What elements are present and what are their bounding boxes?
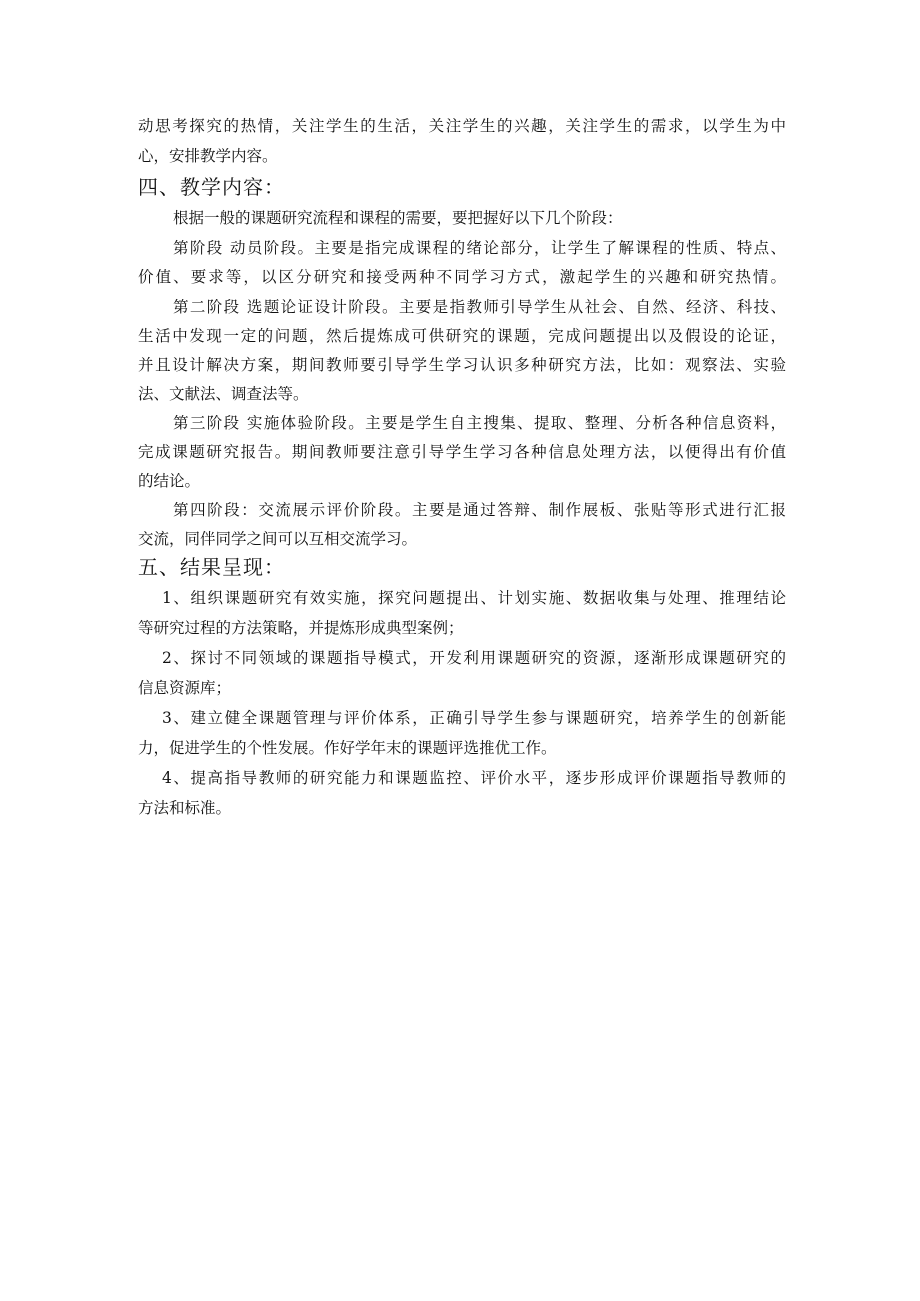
intro-line-1: 动思考探究的热情，关注学生的生活，关注学生的兴趣，关注学生的需求，以学生为中 [138, 117, 786, 135]
stage-1-line-2: 价值、要求等，以区分研究和接受两种不同学习方式，激起学生的兴趣和研究热情。 [138, 268, 786, 286]
stage-3-line-3: 的结论。 [138, 472, 201, 490]
section-4-lead: 根据一般的课题研究流程和课程的需要，要把握好以下几个阶段： [173, 209, 623, 227]
stage-2-line-2: 生活中发现一定的问题，然后提炼成可供研究的课题，完成问题提出以及假设的论证， [138, 327, 786, 345]
result-item-3-line-1: 3、建立健全课题管理与评价体系，正确引导学生参与课题研究，培养学生的创新能 [162, 709, 786, 727]
result-item-1-line-1: 1、组织课题研究有效实施，探究问题提出、计划实施、数据收集与处理、推理结论 [162, 589, 786, 607]
result-item-4-line-1: 4、提高指导教师的研究能力和课题监控、评价水平，逐步形成评价课题指导教师的 [162, 769, 786, 787]
stage-4-line-1: 第四阶段：交流展示评价阶段。主要是通过答辩、制作展板、张贴等形式进行汇报 [173, 501, 786, 519]
stage-2-line-1: 第二阶段 选题论证设计阶段。主要是指教师引导学生从社会、自然、经济、科技、 [173, 298, 786, 316]
result-item-2-line-1: 2、探讨不同领域的课题指导模式，开发利用课题研究的资源，逐渐形成课题研究的 [162, 649, 786, 667]
stage-4-line-2: 交流，同伴同学之间可以互相交流学习。 [138, 530, 418, 548]
result-item-4-line-2: 方法和标准。 [138, 799, 232, 817]
intro-line-2: 心，安排教学内容。 [138, 147, 278, 165]
stage-3-line-2: 完成课题研究报告。期间教师要注意引导学生学习各种信息处理方法，以便得出有价值 [138, 443, 786, 461]
section-5-heading: 五、结果呈现： [138, 555, 285, 579]
result-item-1-line-2: 等研究过程的方法策略，并提炼形成典型案例； [138, 619, 464, 637]
stage-1-line-1: 第阶段 动员阶段。主要是指完成课程的绪论部分，让学生了解课程的性质、特点、 [173, 239, 786, 257]
result-item-2-line-2: 信息资源库； [138, 679, 232, 697]
stage-2-line-4: 法、文献法、调查法等。 [138, 385, 309, 403]
stage-2-line-3: 并且设计解决方案，期间教师要引导学生学习认识多种研究方法，比如：观察法、实验 [138, 356, 786, 374]
stage-3-line-1: 第三阶段 实施体验阶段。主要是学生自主搜集、提取、整理、分析各种信息资料， [173, 414, 786, 432]
section-4-heading: 四、教学内容： [138, 175, 285, 199]
result-item-3-line-2: 力，促进学生的个性发展。作好学年末的课题评选推优工作。 [138, 739, 557, 757]
